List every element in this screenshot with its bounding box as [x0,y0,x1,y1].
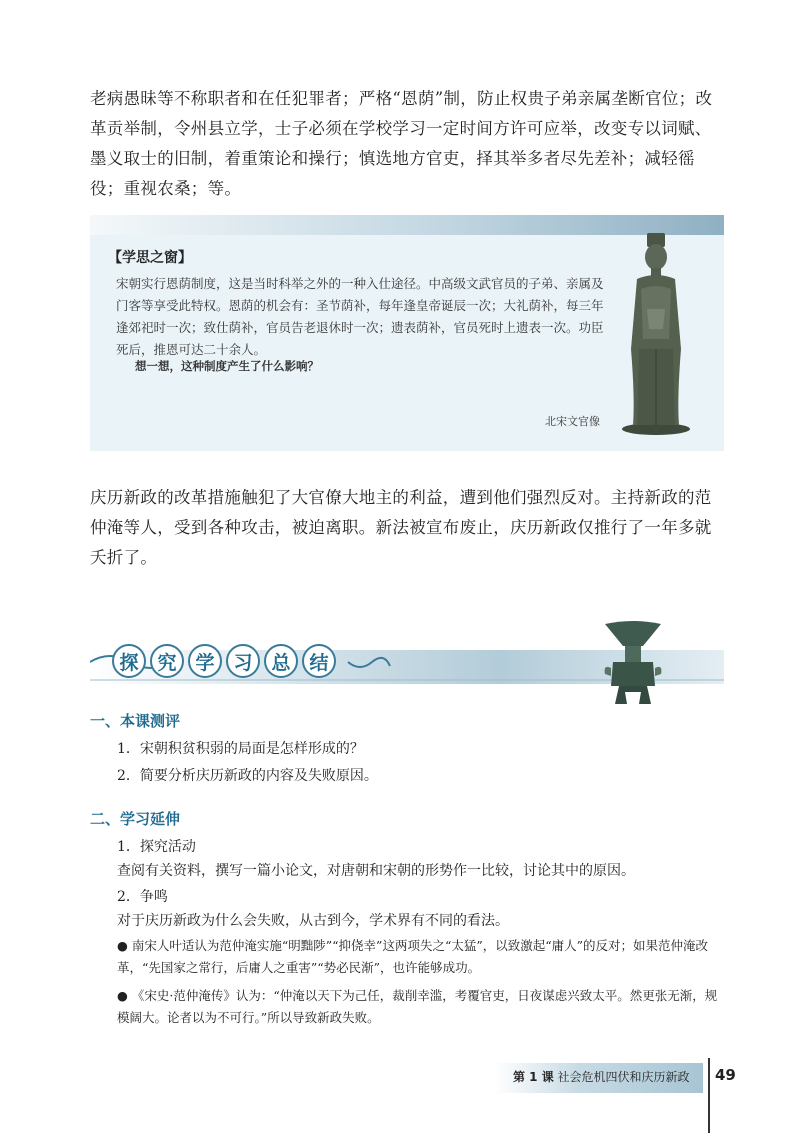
banner-char-1: 探 [112,644,146,678]
section2-heading: 二、学习延伸 [90,810,181,828]
study-window-box [90,215,724,451]
statue-caption: 北宋文官像 [545,415,600,428]
footer-lesson-number: 第 1 课 [513,1070,554,1084]
section1-item-1: 1．宋朝积贫积弱的局面是怎样形成的？ [117,741,364,757]
section1-heading: 一、本课测评 [90,712,181,730]
banner-char-3: 学 [188,644,222,678]
bronze-vessel-image [603,620,663,706]
footer-lesson-title: 社会危机四伏和庆历新政 [557,1070,690,1084]
statue-figure-image [617,229,695,435]
section2-quote-2: ● 《宋史·范仲淹传》认为：“仲淹以天下为己任，裁削幸滥，考覆官吏，日夜谋虑兴致太平。然更张无渐，规模阔大。论者以为不可行。”所以导致新政失败。 [117,988,718,1025]
box-body-text: 宋朝实行恩荫制度，这是当时科举之外的一种入仕途径。中高级文武官员的子弟、亲属及门客等享受此特权。恩荫的机会有：圣节荫补，每年逢皇帝诞辰一次；大礼荫补，每三年逢郊祀时一次；致仕荫补，官员告老退休时一次；遗表荫补，官员死时上遗表一次。功臣死后，推恩可达二十余人。 [116,276,604,357]
section2-item1-label: 1．探究活动 [117,839,196,855]
second-paragraph: 庆历新政的改革措施触犯了大官僚大地主的利益，遭到他们强烈反对。主持新政的范仲淹等人，受到各种攻击，被迫离职。新法被宣布废止，庆历新政仅推行了一年多就夭折了。 [90,488,712,567]
banner-char-5: 总 [264,644,298,678]
footer-divider [708,1058,710,1133]
banner-char-4: 习 [226,644,260,678]
footer-lesson-label [513,1068,690,1085]
section2-item2-text: 对于庆历新政为什么会失败，从古到今，学术界有不同的看法。 [117,913,509,929]
section2-item1-text: 查阅有关资料，撰写一篇小论文，对唐朝和宋朝的形势作一比较，讨论其中的原因。 [117,863,635,879]
page-number: 49 [715,1066,736,1084]
section1-item-2: 2．简要分析庆历新政的内容及失败原因。 [117,768,378,784]
banner-char-2: 究 [150,644,184,678]
intro-paragraph: 老病愚昧等不称职者和在任犯罪者；严格“恩荫”制，防止权贵子弟亲属垄断官位；改革贡举制，令州县立学，士子必须在学校学习一定时间方许可应举，改变专以词赋、墨义取士的旧制，着重策论和操行；慎选地方官吏，择其举多者尽先差补；减轻徭役；重视农桑；等。 [90,89,713,198]
banner-char-6: 结 [302,644,336,678]
section2-quote-1: ● 南宋人叶适认为范仲淹实施“明黜陟”“抑侥幸”这两项失之“太猛”，以致激起“庸人”的反对；如果范仲淹改革，“先国家之常行，后庸人之重害”“势必民渐”，也许能够成功。 [117,938,709,975]
section2-item2-label: 2．争鸣 [117,889,168,905]
box-title: 【学思之窗】 [108,250,192,266]
box-question: 想一想，这种制度产生了什么影响？ [135,359,319,373]
